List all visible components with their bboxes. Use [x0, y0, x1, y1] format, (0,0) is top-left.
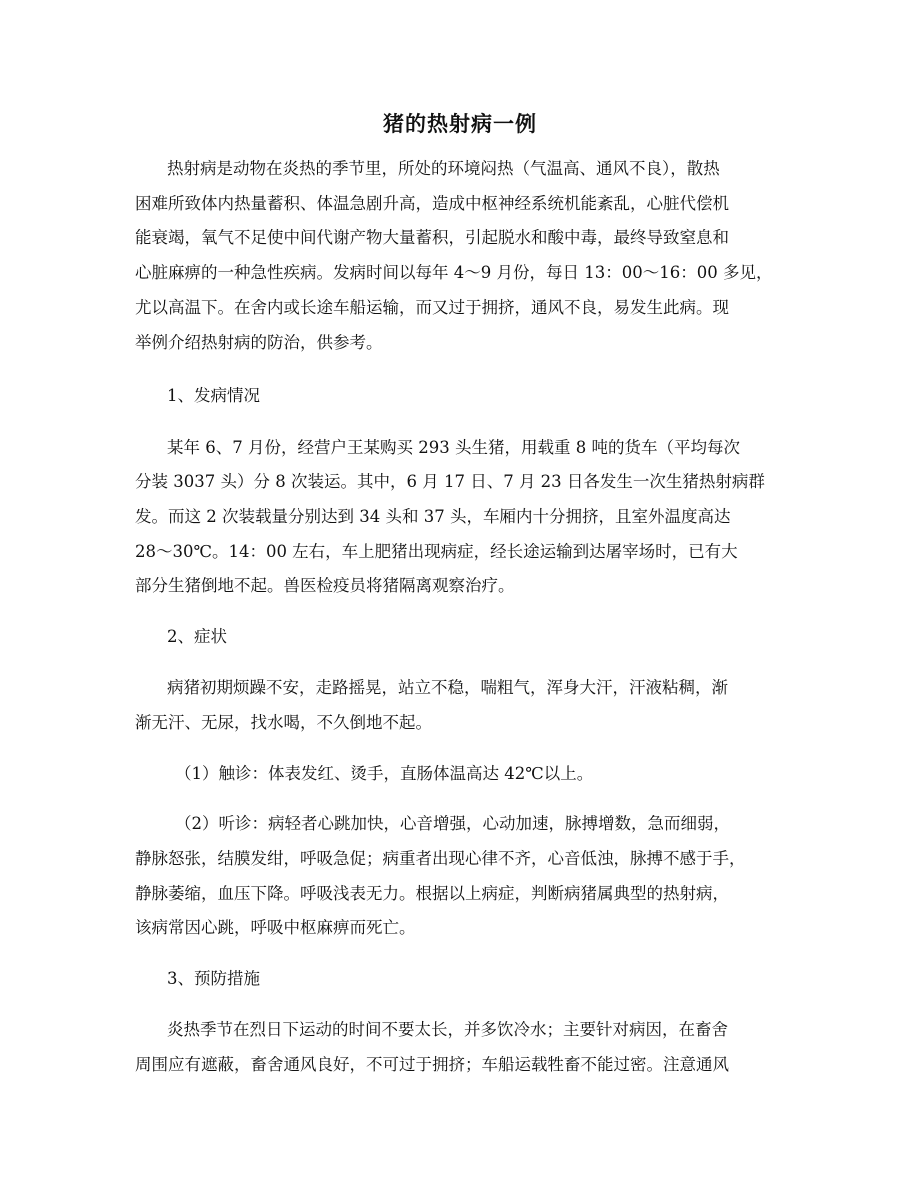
intro-line-3: 能衰竭，氧气不足使中间代谢产物大量蓄积，引起脱水和酸中毒，最终导致窒息和 — [135, 228, 729, 247]
symptoms-line-2: 渐无汗、无尿，找水喝，不久倒地不起。 — [135, 713, 432, 732]
section-heading-onset: 1、发病情况 — [167, 386, 260, 405]
onset-line-5: 部分生猪倒地不起。兽医检疫员将猪隔离观察治疗。 — [135, 576, 515, 595]
auscultation-line-2: 静脉怒张，结膜发绀，呼吸急促；病重者出现心律不齐，心音低浊，脉搏不感于手， — [135, 849, 746, 868]
onset-line-2: 分装 3037 头）分 8 次装运。其中，6 月 17 日、7 月 23 日各发生一次生猪热射病群 — [135, 472, 765, 491]
onset-line-1: 某年 6、7 月份，经营户王某购买 293 头生猪，用载重 8 吨的货车（平均每次 — [167, 438, 740, 457]
intro-line-2: 困难所致体内热量蓄积、体温急剧升高，造成中枢神经系统机能紊乱，心脏代偿机 — [135, 194, 729, 213]
intro-line-4: 心脏麻痹的一种急性疾病。发病时间以每年 4～9 月份，每日 13：00～16：00 多见， — [135, 263, 773, 282]
intro-line-1: 热射病是动物在炎热的季节里，所处的环境闷热（气温高、通风不良），散热 — [167, 159, 720, 178]
symptoms-line-1: 病猪初期烦躁不安，走路摇晃，站立不稳，喘粗气，浑身大汗，汗液粘稠，渐 — [167, 678, 728, 697]
palpation-line: （1）触诊：体表发红、烫手，直肠体温高达 42℃以上。 — [175, 764, 594, 783]
auscultation-line-4: 该病常因心跳，呼吸中枢麻痹而死亡。 — [135, 918, 416, 937]
prevention-line-1: 炎热季节在烈日下运动的时间不要太长，并多饮冷水；主要针对病因，在畜舍 — [167, 1020, 728, 1039]
auscultation-line-1: （2）听诊：病轻者心跳加快，心音增强，心动加速，脉搏增数，急而细弱， — [175, 814, 730, 833]
prevention-line-2: 周围应有遮蔽，畜舍通风良好，不可过于拥挤；车船运载牲畜不能过密。注意通风 — [135, 1055, 729, 1074]
auscultation-line-3: 静脉萎缩，血压下降。呼吸浅表无力。根据以上病症，判断病猪属典型的热射病， — [135, 884, 729, 903]
intro-line-5: 尤以高温下。在舍内或长途车船运输，而又过于拥挤，通风不良，易发生此病。现 — [135, 298, 729, 317]
section-heading-prevention: 3、预防措施 — [167, 969, 260, 988]
document-title: 猪的热射病一例 — [383, 111, 537, 136]
intro-line-6: 举例介绍热射病的防治，供参考。 — [135, 333, 383, 352]
onset-line-3: 发。而这 2 次装载量分别达到 34 头和 37 头，车厢内十分拥挤，且室外温度高达 — [135, 507, 731, 526]
onset-line-4: 28～30℃。14：00 左右，车上肥猪出现病症，经长途运输到达屠宰场时，已有大 — [135, 542, 738, 561]
section-heading-symptoms: 2、症状 — [167, 627, 227, 646]
